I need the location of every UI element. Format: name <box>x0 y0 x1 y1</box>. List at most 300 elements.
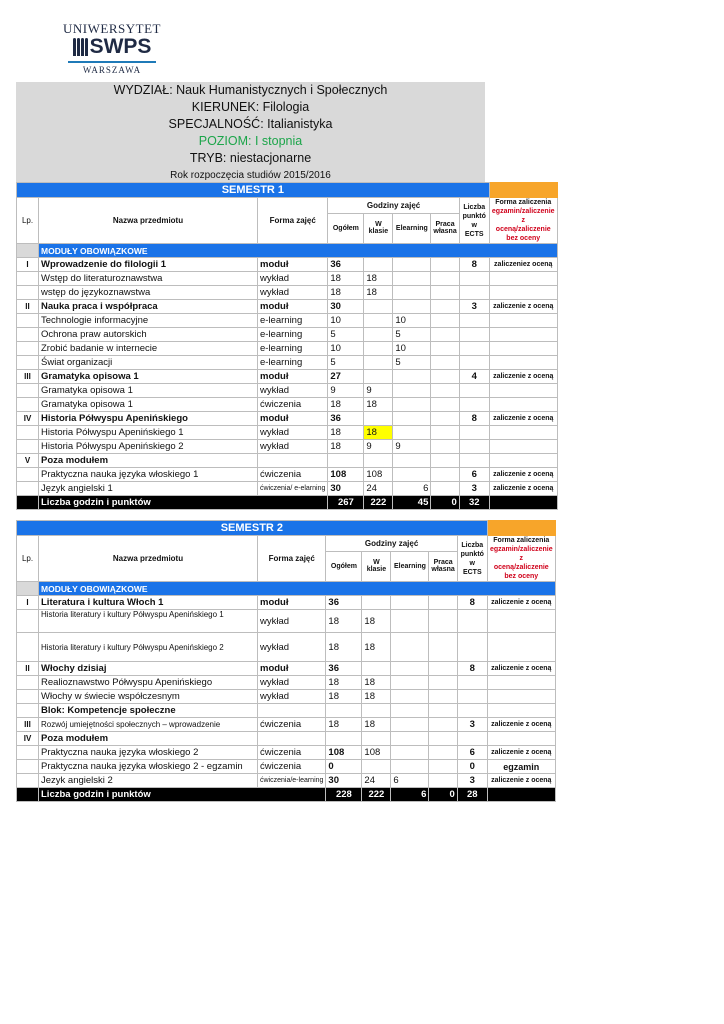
row-klasie <box>364 342 393 356</box>
row-elearning <box>393 258 431 272</box>
row-ects <box>457 704 487 718</box>
total-ogolem: 228 <box>326 788 362 802</box>
row-ects: 3 <box>459 300 489 314</box>
row-klasie <box>362 662 391 676</box>
row-forma: wykład <box>258 690 326 704</box>
col-forma-zaliczenia <box>487 536 555 582</box>
row-ogolem: 30 <box>326 774 362 788</box>
fz-title: Forma zaliczenia <box>493 537 550 544</box>
row-elearning <box>393 300 431 314</box>
row-zaliczenie: zaliczenie z oceną <box>487 662 555 676</box>
modules-label-row <box>17 244 558 258</box>
specialization: SPECJALNOŚĆ: Italianistyka <box>168 117 333 131</box>
row-klasie: 18 <box>364 426 393 440</box>
total-praca: 0 <box>431 496 459 510</box>
row-praca <box>429 732 457 746</box>
total-zal <box>489 496 557 510</box>
row-ogolem: 18 <box>328 272 364 286</box>
semester-title: SEMESTR 2 <box>17 521 488 536</box>
row-forma: moduł <box>258 412 328 426</box>
total-elearning: 45 <box>393 496 431 510</box>
total-klasie: 222 <box>364 496 393 510</box>
row-klasie: 18 <box>362 633 391 662</box>
col-forma-zaliczenia <box>489 198 557 244</box>
row-elearning <box>391 610 429 633</box>
row-ogolem: 36 <box>328 412 364 426</box>
row-klasie <box>364 356 393 370</box>
total-label: Liczba godzin i punktów <box>39 788 326 802</box>
col-elearning: Elearning <box>393 213 431 243</box>
col-w-klasie <box>364 213 393 243</box>
col-praca-line: własna <box>433 228 457 236</box>
row-praca <box>429 718 457 732</box>
semester2-table <box>16 520 556 802</box>
row-name: Historia Półwyspu Apenińskiego 2 <box>39 440 258 454</box>
row-zaliczenie: zaliczenie z oceną <box>487 746 555 760</box>
row-ects <box>459 328 489 342</box>
row-ogolem: 18 <box>326 676 362 690</box>
row-name: Wstęp do literaturoznawstwa <box>39 272 258 286</box>
row-zaliczenie: zaliczenie z oceną <box>487 596 555 610</box>
row-zaliczenie <box>489 426 557 440</box>
row-zaliczenie <box>489 342 557 356</box>
row-lp <box>17 328 39 342</box>
row-ogolem: 108 <box>328 468 364 482</box>
col-forma: Forma zajęć <box>258 198 328 244</box>
table-row <box>17 732 556 746</box>
row-name: Język angielski 1 <box>39 482 258 496</box>
row-elearning <box>393 454 431 468</box>
row-lp <box>17 468 39 482</box>
semester-title-row <box>17 521 556 536</box>
row-praca <box>431 482 459 496</box>
table-row <box>17 596 556 610</box>
row-zaliczenie <box>487 633 555 662</box>
row-forma: e-learning <box>258 328 328 342</box>
people-icon <box>73 38 88 56</box>
row-forma: ćwiczenia <box>258 468 328 482</box>
row-name: Włochy dzisiaj <box>39 662 258 676</box>
table-row <box>17 370 558 384</box>
row-praca <box>431 272 459 286</box>
row-name: Praktyczna nauka języka włoskiego 1 <box>39 468 258 482</box>
row-ects <box>459 454 489 468</box>
row-praca <box>431 426 459 440</box>
semester-title-right <box>489 183 557 198</box>
row-klasie: 24 <box>364 482 393 496</box>
row-zaliczenie <box>489 328 557 342</box>
row-ects <box>459 398 489 412</box>
row-klasie: 18 <box>362 676 391 690</box>
row-lp <box>17 426 39 440</box>
row-elearning <box>391 676 429 690</box>
row-ects: 3 <box>459 482 489 496</box>
row-ogolem: 18 <box>328 286 364 300</box>
row-elearning <box>393 370 431 384</box>
row-lp <box>17 690 39 704</box>
row-zaliczenie: zaliczenie z oceną <box>489 300 557 314</box>
row-ogolem: 9 <box>328 384 364 398</box>
row-elearning <box>391 732 429 746</box>
row-ects <box>457 633 487 662</box>
row-forma: wykład <box>258 610 326 633</box>
col-w-klasie-line: klasie <box>366 566 387 574</box>
row-ogolem: 36 <box>326 662 362 676</box>
row-name: Jezyk angielski 2 <box>39 774 258 788</box>
total-row <box>17 496 558 510</box>
table-row <box>17 314 558 328</box>
row-forma <box>258 454 328 468</box>
row-forma: ćwiczenia/ e-elarning <box>258 482 328 496</box>
program-header <box>16 82 485 182</box>
row-elearning <box>393 286 431 300</box>
row-zaliczenie <box>489 454 557 468</box>
fz-line: bez oceny <box>506 235 541 242</box>
row-ects: 3 <box>457 774 487 788</box>
column-header-row <box>17 536 556 552</box>
row-forma: wykład <box>258 676 326 690</box>
row-praca <box>429 662 457 676</box>
row-elearning <box>391 746 429 760</box>
logo-city: WARSZAWA <box>82 65 142 75</box>
row-ogolem: 18 <box>328 426 364 440</box>
total-label: Liczba godzin i punktów <box>39 496 328 510</box>
row-praca <box>431 342 459 356</box>
row-name: Literatura i kultura Włoch 1 <box>39 596 258 610</box>
row-klasie: 18 <box>362 690 391 704</box>
row-klasie <box>364 454 393 468</box>
row-elearning: 6 <box>393 482 431 496</box>
table-row <box>17 690 556 704</box>
col-ects <box>459 198 489 244</box>
row-praca <box>431 468 459 482</box>
table-row <box>17 746 556 760</box>
table-row <box>17 328 558 342</box>
row-elearning <box>393 384 431 398</box>
row-klasie <box>362 596 391 610</box>
table-row <box>17 412 558 426</box>
col-ects-line: punktó <box>460 550 484 558</box>
row-forma: moduł <box>258 370 328 384</box>
row-ogolem: 18 <box>326 610 362 633</box>
row-forma: wykład <box>258 426 328 440</box>
table-row <box>17 718 556 732</box>
field-of-study: KIERUNEK: Filologia <box>191 100 310 114</box>
row-klasie: 108 <box>362 746 391 760</box>
row-elearning: 9 <box>393 440 431 454</box>
row-ogolem: 18 <box>326 718 362 732</box>
col-ects-line: Liczba <box>463 203 486 211</box>
row-ogolem: 10 <box>328 342 364 356</box>
faculty: WYDZIAŁ: Nauk Humanistycznych i Społecznych <box>113 83 388 97</box>
semester-title: SEMESTR 1 <box>17 183 490 198</box>
table-row <box>17 704 556 718</box>
col-ects <box>457 536 487 582</box>
row-elearning <box>391 596 429 610</box>
row-klasie <box>362 732 391 746</box>
row-lp: II <box>17 300 39 314</box>
row-klasie <box>362 760 391 774</box>
row-name: Świat organizacji <box>39 356 258 370</box>
col-godziny: Godziny zajęć <box>326 536 457 552</box>
row-elearning <box>391 690 429 704</box>
row-forma: wykład <box>258 633 326 662</box>
row-lp <box>17 356 39 370</box>
total-praca: 0 <box>429 788 457 802</box>
row-ects: 8 <box>459 258 489 272</box>
row-forma <box>258 704 326 718</box>
row-ogolem: 36 <box>326 596 362 610</box>
col-ogolem: Ogółem <box>326 551 362 581</box>
row-klasie: 9 <box>364 440 393 454</box>
row-ogolem: 18 <box>326 633 362 662</box>
table-row <box>17 272 558 286</box>
modules-lp <box>17 244 39 258</box>
total-klasie: 222 <box>362 788 391 802</box>
row-lp: IV <box>17 412 39 426</box>
row-name: Technologie informacyjne <box>39 314 258 328</box>
row-elearning <box>391 633 429 662</box>
row-ogolem: 0 <box>326 760 362 774</box>
row-elearning: 6 <box>391 774 429 788</box>
table-row <box>17 760 556 774</box>
row-forma: ćwiczenia <box>258 760 326 774</box>
row-klasie: 18 <box>362 610 391 633</box>
row-lp <box>17 384 39 398</box>
row-ogolem: 18 <box>328 440 364 454</box>
row-praca <box>431 258 459 272</box>
col-w-klasie-line: W <box>373 559 380 567</box>
col-lp: Lp. <box>17 536 39 582</box>
row-praca <box>431 286 459 300</box>
row-forma: moduł <box>258 662 326 676</box>
row-lp <box>17 610 39 633</box>
row-name: Historia Półwyspu Apenińskiego <box>39 412 258 426</box>
row-name: wstęp do językoznawstwa <box>39 286 258 300</box>
row-praca <box>431 300 459 314</box>
row-name: Historia literatury i kultury Półwyspu Apenińskiego 2 <box>39 633 258 662</box>
logo-university: UNIWERSYTET <box>63 21 161 36</box>
row-lp <box>17 342 39 356</box>
row-name: Poza modułem <box>39 454 258 468</box>
row-klasie: 108 <box>364 468 393 482</box>
mode: TRYB: niestacjonarne <box>189 151 312 165</box>
row-ects: 0 <box>457 760 487 774</box>
row-name: Wprowadzenie do filologii 1 <box>39 258 258 272</box>
col-ects-line: w ECTS <box>464 221 484 238</box>
col-ogolem: Ogółem <box>328 213 364 243</box>
row-zaliczenie <box>487 610 555 633</box>
table-row <box>17 342 558 356</box>
row-elearning <box>393 412 431 426</box>
row-praca <box>431 314 459 328</box>
row-ogolem: 18 <box>328 398 364 412</box>
fz-line: oceną/zaliczenie <box>495 226 551 233</box>
row-name: Rozwój umiejętności społecznych – wprowadzenie <box>39 718 258 732</box>
fz-line: bez oceny <box>504 573 539 580</box>
row-elearning <box>393 398 431 412</box>
row-forma: wykład <box>258 272 328 286</box>
row-lp: II <box>17 662 39 676</box>
row-lp <box>17 633 39 662</box>
col-nazwa: Nazwa przedmiotu <box>39 536 258 582</box>
row-zaliczenie <box>487 732 555 746</box>
row-name: Historia Półwyspu Apenińskiego 1 <box>39 426 258 440</box>
row-elearning <box>391 704 429 718</box>
row-zaliczenie <box>489 272 557 286</box>
row-zaliczenie: zaliczenie z oceną <box>489 412 557 426</box>
row-lp: V <box>17 454 39 468</box>
row-praca <box>431 370 459 384</box>
row-ects <box>459 440 489 454</box>
row-lp <box>17 704 39 718</box>
row-praca <box>431 412 459 426</box>
row-elearning: 5 <box>393 356 431 370</box>
row-ogolem: 5 <box>328 356 364 370</box>
row-praca <box>429 774 457 788</box>
row-elearning: 10 <box>393 342 431 356</box>
row-elearning <box>393 272 431 286</box>
row-ects <box>459 286 489 300</box>
row-ogolem <box>326 732 362 746</box>
row-forma: moduł <box>258 258 328 272</box>
row-elearning <box>391 760 429 774</box>
semester-title-row <box>17 183 558 198</box>
col-ects-line: w ECTS <box>462 559 482 576</box>
fz-line: egzamin/zaliczenie z <box>491 208 555 224</box>
row-lp <box>17 286 39 300</box>
fz-line: oceną/zaliczenie <box>493 564 549 571</box>
total-ogolem: 267 <box>328 496 364 510</box>
total-lp <box>17 788 39 802</box>
table-row <box>17 676 556 690</box>
row-klasie: 9 <box>364 384 393 398</box>
row-zaliczenie: zaliczenie z oceną <box>489 482 557 496</box>
row-zaliczenie: egzamin <box>487 760 555 774</box>
col-praca-wlasna <box>431 213 459 243</box>
row-lp: III <box>17 370 39 384</box>
col-w-klasie <box>362 551 391 581</box>
row-praca <box>429 596 457 610</box>
row-lp <box>17 398 39 412</box>
column-header-row <box>17 198 558 214</box>
modules-label-row <box>17 582 556 596</box>
row-ogolem: 10 <box>328 314 364 328</box>
row-name: Realioznawstwo Półwyspu Apenińskiego <box>39 676 258 690</box>
row-lp: I <box>17 258 39 272</box>
row-klasie <box>364 412 393 426</box>
table-row <box>17 398 558 412</box>
row-ects: 4 <box>459 370 489 384</box>
row-lp: IV <box>17 732 39 746</box>
level: POZIOM: I stopnia <box>198 134 303 148</box>
col-ects-line: Liczba <box>461 541 484 549</box>
row-ects <box>457 732 487 746</box>
row-praca <box>431 440 459 454</box>
row-klasie: 18 <box>364 286 393 300</box>
row-name: Zrobić badanie w internecie <box>39 342 258 356</box>
row-klasie: 18 <box>362 718 391 732</box>
col-w-klasie-line: W <box>375 221 382 229</box>
row-klasie: 18 <box>364 398 393 412</box>
row-zaliczenie <box>489 356 557 370</box>
row-zaliczenie <box>489 398 557 412</box>
row-forma: ćwiczenia <box>258 746 326 760</box>
row-zaliczenie: zaliczeniez oceną <box>489 258 557 272</box>
table-row <box>17 662 556 676</box>
row-lp <box>17 774 39 788</box>
row-elearning <box>393 426 431 440</box>
col-praca-line: Praca <box>435 221 455 229</box>
row-forma: wykład <box>258 384 328 398</box>
row-ects: 6 <box>457 746 487 760</box>
table-row <box>17 774 556 788</box>
row-praca <box>431 454 459 468</box>
row-forma: moduł <box>258 596 326 610</box>
row-klasie <box>364 258 393 272</box>
row-lp <box>17 272 39 286</box>
swps-logo <box>62 22 162 78</box>
modules-label: MODUŁY OBOWIĄZKOWE <box>39 582 556 596</box>
row-praca <box>429 676 457 690</box>
row-praca <box>431 328 459 342</box>
row-ogolem: 108 <box>326 746 362 760</box>
col-praca-line: Praca <box>433 559 453 567</box>
total-lp <box>17 496 39 510</box>
fz-line: egzamin/zaliczenie z <box>489 546 553 562</box>
row-forma: wykład <box>258 440 328 454</box>
col-elearning: Elearning <box>391 551 429 581</box>
start-year: Rok rozpoczęcia studiów 2015/2016 <box>170 170 331 181</box>
modules-label: MODUŁY OBOWIĄZKOWE <box>39 244 558 258</box>
col-w-klasie-line: klasie <box>368 228 389 236</box>
row-ects <box>457 690 487 704</box>
row-lp <box>17 746 39 760</box>
semester1-table <box>16 182 558 510</box>
fz-title: Forma zaliczenia <box>495 199 552 206</box>
row-forma: moduł <box>258 300 328 314</box>
row-ects: 8 <box>457 662 487 676</box>
row-klasie <box>364 314 393 328</box>
row-ects <box>459 384 489 398</box>
row-ogolem <box>328 454 364 468</box>
row-ects: 8 <box>459 412 489 426</box>
row-praca <box>429 633 457 662</box>
row-name: Ochrona praw autorskich <box>39 328 258 342</box>
row-zaliczenie: zaliczenie z oceną <box>487 718 555 732</box>
row-ogolem: 30 <box>328 300 364 314</box>
row-forma: wykład <box>258 286 328 300</box>
row-praca <box>431 398 459 412</box>
table-row <box>17 300 558 314</box>
total-zal <box>487 788 555 802</box>
row-forma: ćwiczenia/e-learning <box>258 774 326 788</box>
row-praca <box>429 690 457 704</box>
row-elearning <box>393 468 431 482</box>
row-ogolem: 30 <box>328 482 364 496</box>
row-ects <box>459 272 489 286</box>
row-praca <box>429 760 457 774</box>
row-lp <box>17 314 39 328</box>
table-row <box>17 482 558 496</box>
row-praca <box>429 610 457 633</box>
total-row <box>17 788 556 802</box>
row-klasie: 24 <box>362 774 391 788</box>
row-elearning: 5 <box>393 328 431 342</box>
row-klasie <box>364 370 393 384</box>
row-lp: I <box>17 596 39 610</box>
table-row <box>17 468 558 482</box>
